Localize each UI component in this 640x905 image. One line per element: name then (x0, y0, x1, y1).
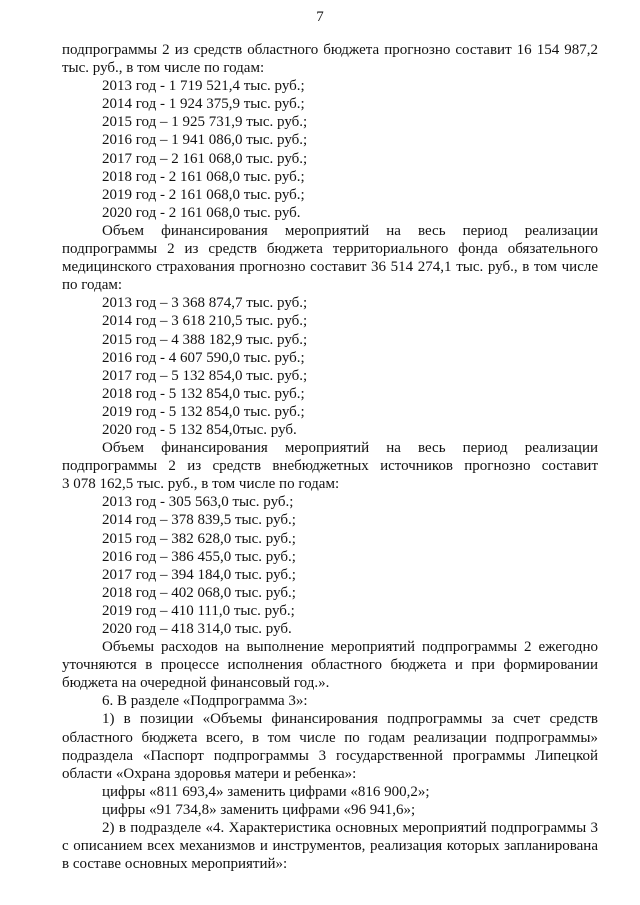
year-line: 2017 год – 5 132 854,0 тыс. руб.; (102, 367, 308, 384)
year-line: 2019 год - 2 161 068,0 тыс. руб.; (102, 186, 305, 203)
text-line: подраздела «Паспорт подпрограммы 3 государственной программы Липецкой (62, 747, 598, 764)
year-line: 2016 год – 386 455,0 тыс. руб.; (102, 548, 296, 565)
year-line: 2020 год - 2 161 068,0 тыс. руб. (102, 204, 301, 221)
year-line: 2014 год – 3 618 210,5 тыс. руб.; (102, 313, 308, 330)
text-line: областного бюджета всего, в том числе по годам реализации подпрограммы» (62, 729, 598, 746)
year-line: 2013 год – 3 368 874,7 тыс. руб.; (102, 295, 308, 312)
text-line: подпрограммы 2 из средств областного бюджета прогнозно составит 16 154 987,2 (62, 42, 598, 58)
text-line: уточняются в процессе исполнения областного бюджета и при формировании (62, 657, 598, 674)
text-line: Объем финансирования мероприятий на весь период реализации (102, 440, 598, 457)
year-line: 2014 год – 378 839,5 тыс. руб.; (102, 512, 296, 529)
year-line: 2015 год – 1 925 731,9 тыс. руб.; (102, 114, 308, 131)
text-line: подпрограммы 2 из средств внебюджетных источников прогнозно составит (62, 458, 598, 475)
text-line: цифры «91 734,8» заменить цифрами «96 941,6»; (102, 801, 416, 818)
document-body (62, 41, 598, 873)
text-line: по годам: (62, 277, 123, 294)
year-line: 2018 год - 5 132 854,0 тыс. руб.; (102, 385, 305, 402)
text-line: с описанием всех механизмов и инструментов, реализация которых запланирована (62, 838, 598, 855)
year-line: 2016 год – 1 941 086,0 тыс. руб.; (102, 132, 308, 149)
year-line: 2013 год - 305 563,0 тыс. руб.; (102, 494, 294, 511)
text-line: Объем финансирования мероприятий на весь период реализации (102, 222, 598, 239)
text-line: тыс. руб., в том числе по годам: (62, 60, 265, 77)
year-line: 2013 год - 1 719 521,4 тыс. руб.; (102, 78, 305, 95)
year-line: 2014 год - 1 924 375,9 тыс. руб.; (102, 96, 305, 113)
text-line: Объемы расходов на выполнение мероприятий подпрограммы 2 ежегодно (102, 639, 598, 656)
year-line: 2015 год – 4 388 182,9 тыс. руб.; (102, 331, 308, 348)
year-line: 2019 год - 5 132 854,0 тыс. руб.; (102, 403, 305, 420)
text-line: цифры «811 693,4» заменить цифрами «816 900,2»; (102, 783, 430, 800)
section-heading: 6. В разделе «Подпрограмма 3»: (102, 693, 308, 710)
text-line: области «Охрана здоровья матери и ребенка»: (62, 765, 357, 782)
year-line: 2020 год – 418 314,0 тыс. руб. (102, 621, 292, 637)
text-line: 2) в подразделе «4. Характеристика основных мероприятий подпрограммы 3 (102, 820, 598, 837)
year-line: 2018 год – 402 068,0 тыс. руб.; (102, 584, 296, 601)
text-line: подпрограммы 2 из средств бюджета территориального фонда обязательного (62, 241, 598, 258)
year-line: 2015 год – 382 628,0 тыс. руб.; (102, 530, 296, 547)
year-line: 2016 год - 4 607 590,0 тыс. руб.; (102, 349, 305, 366)
text-line: бюджета на очередной финансовый год.». (62, 675, 330, 692)
text-line: медицинского страхования прогнозно составит 36 514 274,1 тыс. руб., в том числе (62, 259, 598, 276)
text-line: 3 078 162,5 тыс. руб., в том числе по годам: (62, 476, 340, 493)
page-number: 7 (316, 9, 324, 25)
year-line: 2020 год - 5 132 854,0тыс. руб. (102, 421, 297, 438)
text-line: 1) в позиции «Объемы финансирования подпрограммы за счет средств (102, 711, 598, 728)
text-line: в составе основных мероприятий»: (62, 856, 288, 873)
year-line: 2017 год – 394 184,0 тыс. руб.; (102, 566, 296, 583)
year-line: 2018 год - 2 161 068,0 тыс. руб.; (102, 168, 305, 185)
year-line: 2019 год – 410 111,0 тыс. руб.; (102, 602, 295, 619)
year-line: 2017 год – 2 161 068,0 тыс. руб.; (102, 150, 308, 167)
